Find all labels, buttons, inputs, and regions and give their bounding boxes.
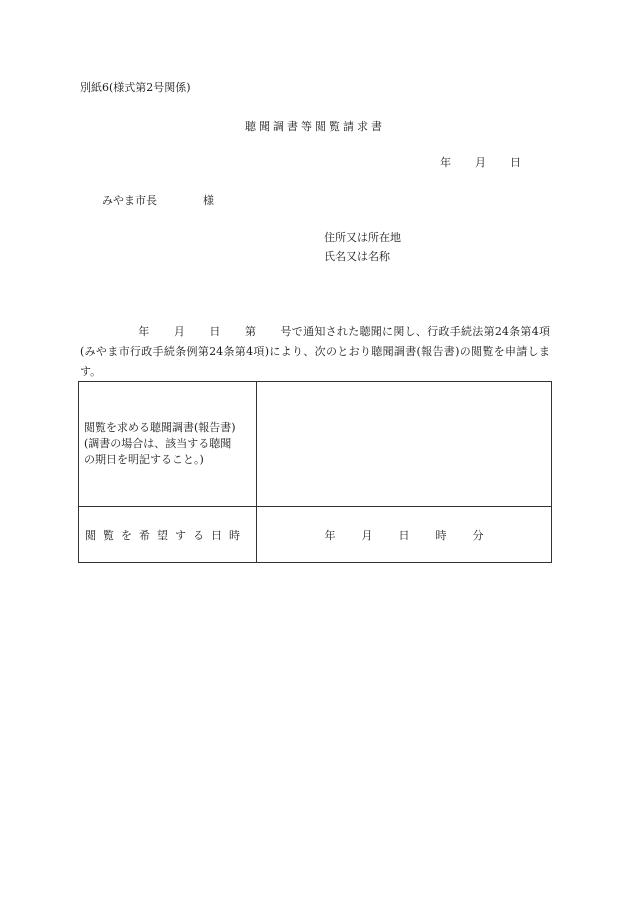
requested-record-label [79, 382, 257, 507]
request-form-table [78, 381, 552, 563]
desired-datetime-field[interactable] [257, 507, 552, 563]
table-row [79, 507, 552, 563]
desired-datetime-label: 閲覧を希望する日時 [79, 507, 257, 563]
form-reference: 別紙6(様式第2号関係) [80, 81, 191, 94]
date-header-year: 年 [440, 156, 451, 169]
datetime-month: 月 [361, 528, 373, 542]
requested-record-label-line: 閲覧を求める聴聞調書(報告書) [84, 421, 236, 434]
requested-record-label-line: (調書の場合は、該当する聴聞 [84, 437, 232, 450]
body-day: 日 [209, 325, 221, 338]
request-body-text [80, 322, 550, 382]
datetime-year: 年 [324, 528, 336, 542]
requested-record-label-line: の期日を明記すること。) [84, 453, 204, 466]
datetime-hour: 時 [435, 528, 447, 542]
addressee [102, 194, 214, 208]
table-row [79, 382, 552, 507]
addressee-honorific: 様 [203, 194, 214, 207]
applicant-address-label: 住所又は所在地 [324, 231, 401, 244]
body-month: 月 [173, 325, 186, 338]
body-number-prefix: 第 [244, 325, 257, 338]
applicant-name-label: 氏名又は名称 [324, 250, 390, 263]
datetime-minute: 分 [472, 528, 484, 542]
date-header-day: 日 [510, 156, 521, 169]
addressee-name: みやま市長 [102, 194, 157, 207]
datetime-day: 日 [398, 528, 410, 542]
date-header-month: 月 [475, 156, 486, 169]
requested-record-field[interactable] [257, 382, 552, 507]
date-header [440, 156, 521, 170]
body-main-text: 号で通知された聴聞に関し、行政手続法第24条第4項(みやま市行政手続条例第24条第4項)により、次のとおり聴聞調書(報告書)の閲覧を申請します。 [80, 325, 550, 378]
document-title: 聴聞調書等閲覧請求書 [245, 120, 385, 133]
body-year: 年 [138, 325, 150, 338]
